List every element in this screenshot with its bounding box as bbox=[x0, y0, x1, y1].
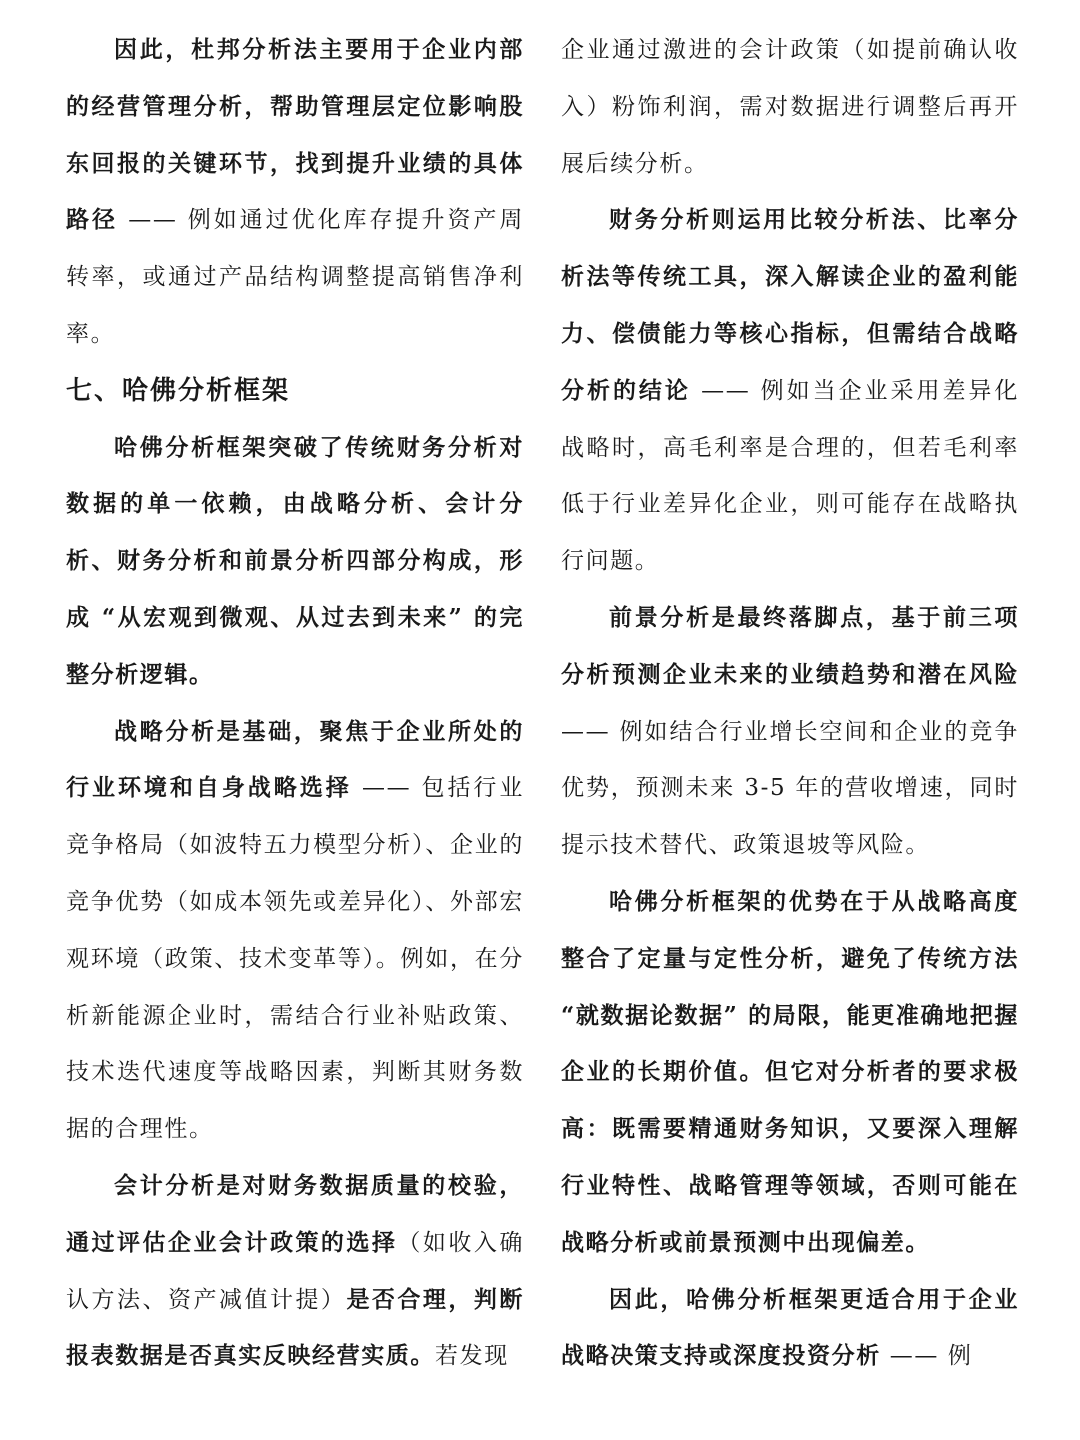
paragraph-harvard-advantages: 哈佛分析框架的优势在于从战略高度整合了定量与定性分析，避免了传统方法 “就数据论数据” 的局限，能更准确地把握企业的长期价值。但它对分析者的要求极高：既需要精通财务知识，又要深入理解行业特性、战略管理等领域，否则可能在战略分析或前景预测中出现偏差。 bbox=[561, 887, 1019, 1256]
paragraph-lead-text: 因此，杜邦分析法主要用于企业内部的经营管理分析，帮助管理层定位影响股东回报的关键环节，找到提升业绩的具体路径 bbox=[66, 36, 524, 234]
paragraph-prospect-analysis bbox=[561, 590, 1019, 874]
paragraph-harvard-conclusion bbox=[561, 1272, 1019, 1386]
paragraph-accounting-analysis bbox=[66, 1158, 524, 1385]
paragraph-lead-text: 会计分析是对财务数据质量的校验，通过评估企业会计政策的选择 bbox=[66, 1171, 524, 1256]
paragraph-text: （如收入确认方法、资产减值计提） bbox=[66, 1229, 524, 1313]
paragraph-lead-text: 哈佛分析框架突破了传统财务分析对数据的单一依赖，由战略分析、会计分析、财务分析和前景分析四部分构成，形成 “从宏观到微观、从过去到未来” 的 bbox=[66, 433, 524, 631]
right-column bbox=[561, 22, 1019, 1385]
paragraph-lead-text: 财务分析则运用比较分析法、比率分析法等传统工具，深入解读企业的盈利能力、偿债能力等核心指标，但需结合战略分析的结论 bbox=[561, 206, 1019, 404]
paragraph-harvard-intro bbox=[66, 420, 524, 704]
paragraph-text-tail: 若发现 bbox=[435, 1343, 509, 1370]
paragraph-text: —— 例如当企业采用差异化战略时，高毛利率是合理的，但若毛利率低于行业差异化企业，则可能存在战略执行问题。 bbox=[561, 377, 1020, 575]
paragraph-text: 完整分析逻辑。 bbox=[66, 603, 524, 688]
paragraph-dupont-conclusion bbox=[66, 22, 524, 363]
paragraph-text: —— 包括行业竞争格局（如波特五力模型分析）、企业的竞争优势（如成本领先或差异化）、外部宏观环境（政策、技术变革等）。例如，在分析新能源企业时，需结合行业补贴政策、技术迭代速度等战略因素，判断其财务数据的合理性。 bbox=[66, 775, 524, 1143]
left-column bbox=[66, 22, 524, 1385]
paragraph-lead-text: 因此，哈佛分析框架更适合用于企业战略决策支持或深度投资分析 bbox=[561, 1285, 1019, 1370]
paragraph-financial-analysis bbox=[561, 192, 1019, 590]
paragraph-text: —— 例如通过优化库存提升资产周转率，或通过产品结构调整提高销售净利率。 bbox=[66, 207, 524, 347]
paragraph-text: —— 例如结合行业增长空间和企业的竞争优势，预测未来 3-5 年的营收增速，同时提示技术替代、政策退坡等风险。 bbox=[561, 718, 1019, 859]
paragraph-strategy-analysis bbox=[66, 704, 524, 1158]
paragraph-accounting-continued: 企业通过激进的会计政策（如提前确认收入）粉饰利润，需对数据进行调整后再开展后续分析。 bbox=[561, 37, 1019, 177]
paragraph-text: —— 例 bbox=[880, 1343, 973, 1370]
paragraph-lead-text-2: 是否合理，判断报表数据是否真实反映经营实质。 bbox=[66, 1285, 524, 1370]
paragraph-lead-text: 战略分析是基础，聚焦于企业所处的行业环境和自身战略选择 bbox=[66, 717, 524, 802]
section-heading-harvard: 七、哈佛分析框架 bbox=[66, 375, 291, 406]
paragraph-lead-text: 前景分析是最终落脚点，基于前三项分析预测企业未来的业绩趋势和潜在风险 bbox=[561, 603, 1019, 688]
